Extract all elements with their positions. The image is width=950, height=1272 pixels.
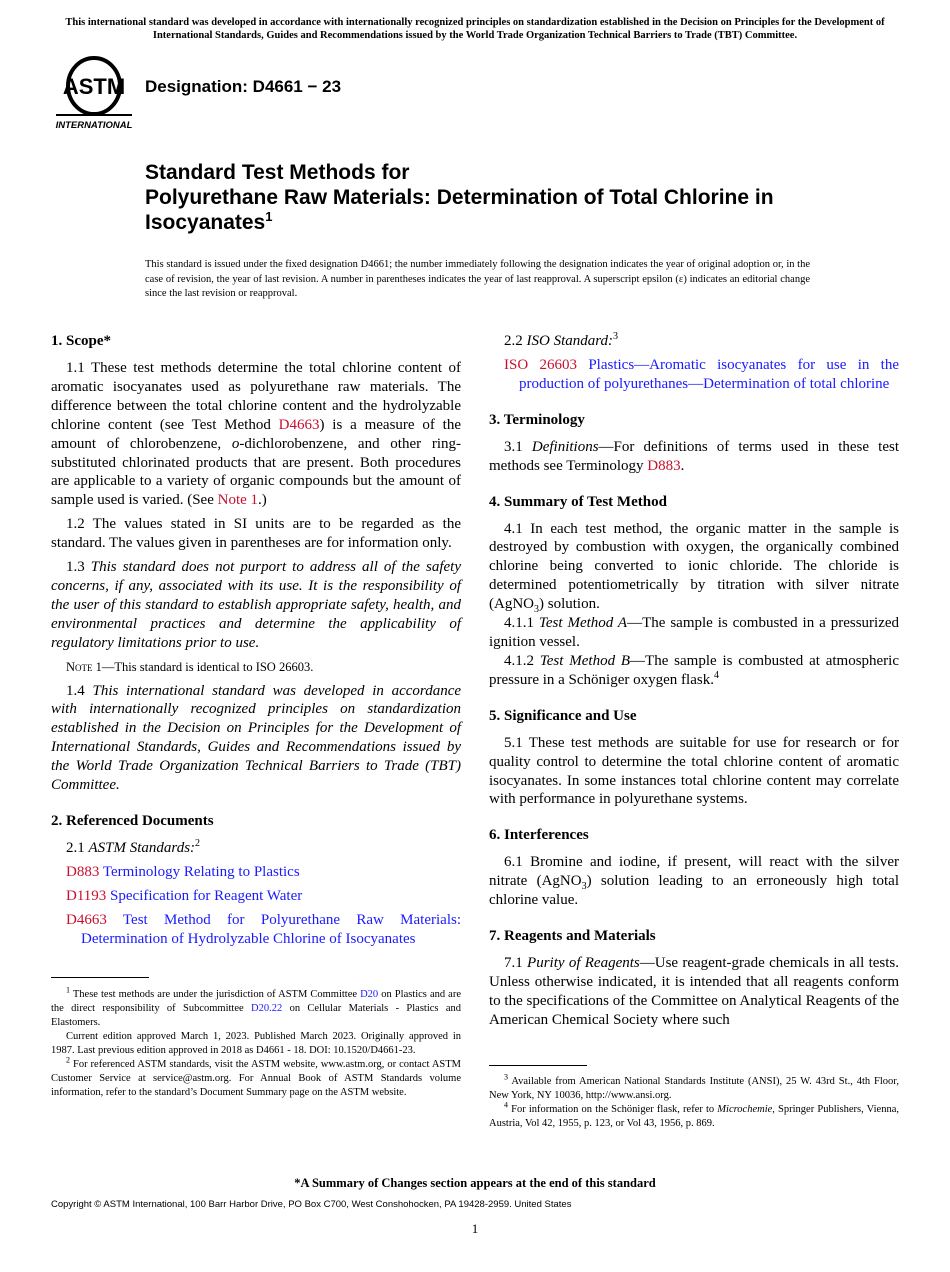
footnotes-left <box>51 985 461 1100</box>
logo-subtext: INTERNATIONAL <box>55 120 133 131</box>
title-line-2: Polyurethane Raw Materials: Determination of Total Chlorine in Isocyanates$^1$ <box>145 186 774 234</box>
paragraph-1-1: 1.1 These test methods determine the total chlorine content of aromatic isocyanates used as polyurethane raw materials. The difference between the total chlorine content and the hydrolyzable chlorine content (see Test Method D4663) is a measure of the amount of chlorobenzene, o-dichlorobenzene, and other ring-substituted chlorinated products that are present. Both procedures are applicable to a variety of organic compounds but the amount of sample used is varied. (See Note 1.) <box>51 360 461 509</box>
section-heading-reagents: 7. Reagents and Materials <box>489 928 656 945</box>
section-heading-referenced-documents: 2. Referenced Documents <box>51 812 214 829</box>
paragraph-7-1: 7.1 Purity of Reagents—Use reagent-grade chemicals in all tests. Unless otherwise indicated, it is intended that all reagents conform to the specifications of the Committee on Analytical Reagents of the American Chemical Society where such <box>489 955 899 1028</box>
logo-text: ASTM <box>62 74 126 99</box>
footnote-rule-left <box>51 977 149 978</box>
link-d20[interactable]: D20 <box>360 989 379 1000</box>
paragraph-3-1: 3.1 Definitions—For definitions of terms used in these test methods see Terminology D883. <box>489 438 899 474</box>
link-d4663[interactable]: D4663 <box>278 416 320 433</box>
paragraph-4-1-2: 4.1.2 Test Method B—The sample is combusted at atmospheric pressure in a Schöniger oxygen flask.$^4$ <box>489 652 900 688</box>
footnote-2: $^2$ For referenced ASTM standards, visit the ASTM website, www.astm.org, or contact ASTM Customer Service at service@astm.org. For Annual Book of ASTM Standards volume information, refer to the standard’s Document Summary page on the ASTM website. <box>51 1055 461 1098</box>
summary-of-changes-notice: *A Summary of Changes section appears at the end of this standard <box>294 1176 656 1190</box>
title-footnote-ref[interactable]: 1 <box>265 209 273 224</box>
paragraph-1-3: 1.3 This standard does not purport to address all of the safety concerns, if any, associated with its use. It is the responsibility of the user of this standard to establish appropriate safety, health, and environmental practices and determine the applicability of regulatory limitations prior to use. <box>51 559 461 651</box>
paragraph-1-4: 1.4 This international standard was developed in accordance with internationally recognized principles on standardization established in the Decision on Principles for the Development of International Standards, Guides and Recommendations issued by the World Trade Organization Technical Barriers to Trade (TBT) Committee. <box>51 682 462 794</box>
reference-d4663[interactable]: D4663 Test Method for Polyurethane Raw Materials: Determination of Hydrolyzable Chlorine of Isocyanates <box>66 911 461 947</box>
footnote-1: $^1$ These test methods are under the jurisdiction of ASTM Committee D20 on Plastics and are the direct responsibility of Subcommittee D20.22 on Cellular Materials - Plastics and Elastomers. <box>51 985 461 1028</box>
section-heading-significance: 5. Significance and Use <box>489 707 637 724</box>
title-line-1: Standard Test Methods for <box>145 161 410 184</box>
link-d20-22[interactable]: D20.22 <box>251 1003 283 1014</box>
section-heading-summary: 4. Summary of Test Method <box>489 493 667 510</box>
astm-logo-icon <box>52 56 136 132</box>
left-column <box>51 332 461 953</box>
footnote-1-edition: Current edition approved March 1, 2023. Published March 2023. Originally approved in 1987. Last previous edition approved in 2018 as D4661 - 18. DOI: 10.1520/D4661-23. <box>51 1031 461 1056</box>
copyright: Copyright © ASTM International, 100 Barr Harbor Drive, PO Box C700, West Conshohocken, PA 19428-2959. United States <box>51 1199 572 1210</box>
link-d883[interactable]: D883 <box>647 457 681 474</box>
paragraph-2-2: 2.2 ISO Standard:$^3$ <box>504 331 619 349</box>
footnote-3: $^3$ Available from American National Standards Institute (ANSI), 25 W. 43rd St., 4th Floor, New York, NY 10036, http://www.ansi.org. <box>489 1072 899 1101</box>
paragraph-6-1: 6.1 Bromine and iodine, if present, will react with the silver nitrate (AgNO$_3$) solution leading to an erroneously high total chlorine value. <box>489 854 899 909</box>
reference-d1193[interactable]: D1193 Specification for Reagent Water <box>66 887 303 904</box>
link-note-1[interactable]: Note 1 <box>217 492 259 509</box>
paragraph-5-1: 5.1 These test methods are suitable for use for research or for quality control to determine the total chlorine content of aromatic isocyanates. In some instances total chlorine content may correlate with performance in polyurethane systems. <box>489 734 899 808</box>
page-number: 1 <box>471 1221 479 1236</box>
reference-iso-26603[interactable]: ISO 26603 Plastics—Aromatic isocyanates for use in the production of polyurethanes—Determination of total chlorine <box>504 356 900 392</box>
designation: Designation: D4661 − 23 <box>145 77 342 96</box>
paragraph-2-1: 2.1 ASTM Standards:$^2$ <box>66 837 201 856</box>
footnotes-right <box>489 1072 899 1131</box>
document-title <box>145 160 845 235</box>
footnote-4: $^4$ For information on the Schöniger flask, refer to Microchemie, Springer Publishers, Vienna, Austria, Vol 42, 1955, p. 123, or Vol 43, 1956, p. 869. <box>489 1100 899 1129</box>
section-heading-interferences: 6. Interferences <box>489 827 589 844</box>
paragraph-4-1-1: 4.1.1 Test Method A—The sample is combusted in a pressurized ignition vessel. <box>489 615 900 650</box>
paragraph-4-1: 4.1 In each test method, the organic matter in the sample is destroyed by combustion with oxygen, the organically combined chlorine being converted to ionic chloride. The chloride is determined potentiometrically by titration with silver nitrate (AgNO$_3$) solution. <box>489 520 899 616</box>
right-column <box>489 332 899 1035</box>
reference-d883[interactable]: D883 Terminology Relating to Plastics <box>66 863 300 880</box>
section-heading-scope: 1. Scope* <box>51 333 111 349</box>
section-heading-terminology: 3. Terminology <box>489 411 585 428</box>
wto-notice: This international standard was developed in accordance with internationally recognized principles on standardization established in the Decision on Principles for the Development of International Standards, Guides and Recommendations issued by the World Trade Organization Technical Barriers to Trade (TBT) Committee. <box>65 17 885 41</box>
footnote-rule-right <box>489 1065 587 1066</box>
note-1: Note 1—This standard is identical to ISO 26603. <box>66 659 314 674</box>
issuance-statement: This standard is issued under the fixed designation D4661; the number immediately following the designation indicates the year of original adoption or, in the case of revision, the year of last revision. A number in parentheses indicates the year of last reapproval. A superscript epsilon (ε) indicates an editorial change since the last revision or reapproval. <box>145 259 810 299</box>
paragraph-1-2: 1.2 The values stated in SI units are to be regarded as the standard. The values given in parentheses are for information only. <box>51 516 461 552</box>
